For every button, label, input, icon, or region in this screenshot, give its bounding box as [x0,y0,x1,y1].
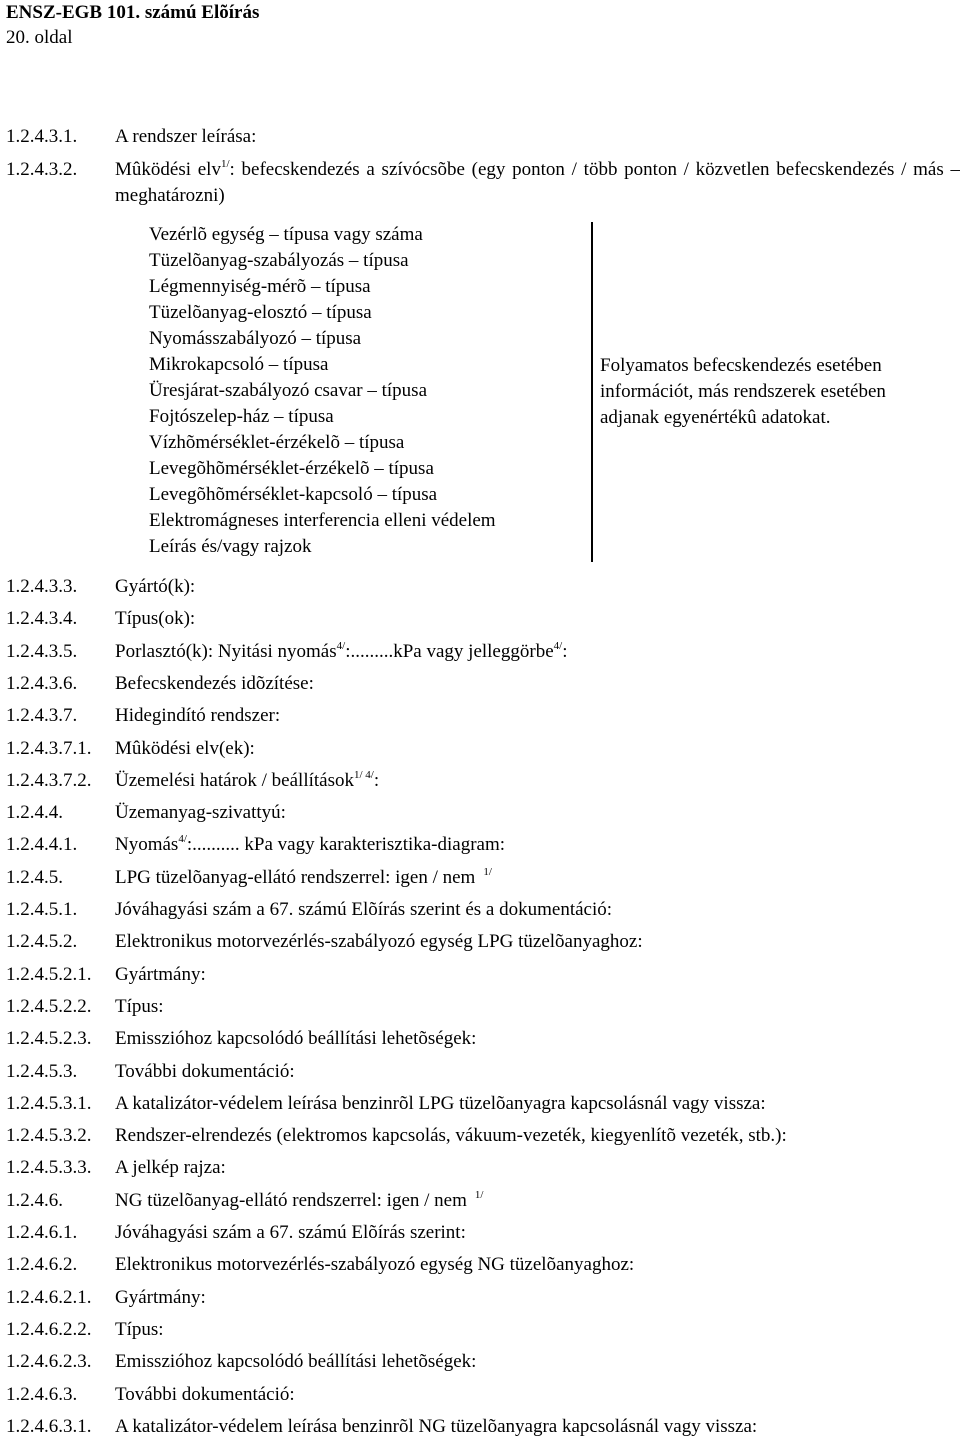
section-text-part: További dokumentáció: [115,1383,295,1405]
section-number: 1.2.4.6.2.3. [6,1351,92,1373]
section-text [115,899,612,921]
section-text-part: Nyomás [115,834,179,856]
section-number: 1.2.4.3.1. [6,126,78,147]
section-text [115,1157,226,1179]
principle-text-a: Mûködési elv [115,159,221,180]
section-text-part: Üzemanyag-szivattyú: [115,802,286,824]
section-text-part: Elektronikus motorvezérlés-szabályozó egység LPG tüzelõanyaghoz: [115,931,643,953]
document-title: ENSZ-EGB 101. számú Elõírás [6,2,260,23]
side-note-line: adjanak egyenértékû adatokat. [600,407,831,428]
section-number: 1.2.4.5.2. [6,931,78,953]
component-list-item: Vízhõmérséklet-érzékelõ – típusa [149,432,405,453]
footnote-ref: 4/ [553,639,563,652]
section-text [115,1416,757,1438]
section-number: 1.2.4.6.2.1. [6,1286,92,1308]
section-text-part: Jóváhagyási szám a 67. számú Elõírás szerint: [115,1222,466,1243]
section-text [115,1125,787,1147]
component-list-item: Levegõhõmérséklet-kapcsoló – típusa [149,484,438,505]
footnote-ref: 1/ [220,158,230,170]
section-text [115,673,314,695]
footnote-ref: 1/ [483,865,492,878]
section-text [115,1222,466,1244]
section-text-part: Emisszióhoz kapcsolódó beállítási lehetõségek: [115,1351,477,1373]
section-text-part: :.......... kPa vagy karakterisztika-diagram: [186,834,506,856]
section-text-part: További dokumentáció: [115,1060,295,1082]
footnote-ref: 4/ [336,639,346,652]
section-number: 1.2.4.5.3.3. [6,1157,92,1179]
section-text [115,1319,164,1341]
section-text [115,770,379,792]
section-number: 1.2.4.5.2.2. [6,995,92,1017]
footnote-ref: 1/ 4/ [354,768,374,781]
section-number: 1.2.4.5.3. [6,1060,78,1082]
section-number: 1.2.4.3.6. [6,672,78,694]
section-number: 1.2.4.4. [6,802,63,824]
section-text-part: NG tüzelõanyag-ellátó rendszerrel: igen / nem [115,1189,467,1211]
section-number: 1.2.4.5.2.1. [6,963,92,985]
section-number: 1.2.4.6. [6,1189,63,1211]
section-text-part: Üzemelési határok / beállítások [115,769,354,791]
side-note-line: Folyamatos befecskendezés esetében [600,355,882,376]
side-note-line: információt, más rendszerek esetében [600,381,886,402]
section-number: 1.2.4.3.7.2. [6,769,92,791]
component-list-item: Levegõhõmérséklet-érzékelõ – típusa [149,458,434,479]
component-list-item: Légmennyiség-mérõ – típusa [149,276,371,297]
section-text [115,1254,634,1276]
component-list-item: Üresjárat-szabályozó csavar – típusa [149,380,428,401]
section-text [115,576,195,598]
section-number: 1.2.4.3.7. [6,705,78,727]
footnote-ref: 4/ [178,833,187,846]
section-text [115,608,195,630]
page-number: 20. oldal [6,27,73,48]
section-text-part: Emisszióhoz kapcsolódó beállítási lehetõségek: [115,1028,477,1050]
section-number: 1.2.4.4.1. [6,834,78,856]
section-text [115,1287,206,1309]
section-number: 1.2.4.5.1. [6,899,78,920]
section-text [115,964,206,986]
section-text [115,996,164,1018]
section-text-part: :.........kPa vagy jelleggörbe [345,640,554,662]
section-text-part: LPG tüzelõanyag-ellátó rendszerrel: igen / nem [115,866,476,888]
section-text-part: Gyártó(k): [115,576,196,597]
section-text [115,1061,295,1083]
section-text-part: Hidegindító rendszer: [115,705,281,727]
section-text [115,705,280,727]
section-text-part: Mûködési elv(ek): [115,737,255,759]
section-text-part: : [373,769,380,791]
section-number: 1.2.4.6.1. [6,1222,78,1243]
side-note [600,353,886,431]
section-text-part: A jelkép rajza: [115,1157,226,1179]
component-list-item: Vezérlõ egység – típusa vagy száma [149,224,423,245]
section-number: 1.2.4.6.2.2. [6,1318,92,1340]
section-text-part: Gyártmány: [115,1286,206,1308]
section-text [115,1093,766,1115]
section-text [115,802,286,824]
section-number: 1.2.4.3.3. [6,576,78,597]
section-text [115,738,255,760]
component-list-item: Mikrokapcsoló – típusa [149,354,329,375]
section-text-part: Jóváhagyási szám a 67. számú Elõírás szerint és a dokumentáció: [115,899,613,920]
section-text-part: A katalizátor-védelem leírása benzinrõl NG tüzelõanyagra kapcsolásnál vagy vissza: [115,1415,758,1437]
section-number: 1.2.4.5.3.2. [6,1125,92,1147]
section-text [115,1028,476,1050]
section-text-part: Gyártmány: [115,963,206,985]
section-number: 1.2.4.6.3.1. [6,1415,92,1437]
principle-text-b: : befecskendezés a szívócsõbe (egy ponton / több ponton / közvetlen befecskendezés / más – meghatározni) [115,159,960,206]
component-list-item: Fojtószelep-ház – típusa [149,406,334,427]
section-number: 1.2.4.5. [6,866,63,888]
section-text [115,641,567,663]
section-text [115,1190,483,1212]
section-text [115,1384,295,1406]
component-list-item: Nyomásszabályozó – típusa [149,328,362,349]
section-text [115,931,643,953]
section-number: 1.2.4.5.3.1. [6,1092,92,1114]
section-number: 1.2.4.3.7.1. [6,737,92,759]
section-text-part: Porlasztó(k): Nyitási nyomás [115,640,337,662]
component-list-item: Elektromágneses interferencia elleni védelem [149,510,496,531]
section-number: 1.2.4.5.2.3. [6,1028,92,1050]
section-text-part: Típus: [115,1318,164,1340]
section-text-part: : [562,640,568,662]
component-list-item: Tüzelõanyag-szabályozás – típusa [149,250,409,271]
section-text-part: Rendszer-elrendezés (elektromos kapcsolás, vákuum-vezeték, kiegyenlítõ vezeték, stb.): [115,1125,787,1147]
section-number: 1.2.4.6.2. [6,1254,78,1276]
section-number: 1.2.4.6.3. [6,1383,78,1405]
section-text-part: Típus: [115,995,164,1017]
section-text: A rendszer leírása: [115,126,257,147]
section-text [115,1351,476,1373]
section-text [115,157,960,209]
section-text-part: Típus(ok): [115,608,196,630]
section-number: 1.2.4.3.2. [6,159,78,180]
section-text [115,834,505,856]
component-list-item: Tüzelõanyag-elosztó – típusa [149,302,372,323]
section-text-part: Befecskendezés idõzítése: [115,672,314,694]
section-text-part: Elektronikus motorvezérlés-szabályozó egység NG tüzelõanyaghoz: [115,1254,635,1276]
section-number: 1.2.4.3.4. [6,608,78,630]
section-row-principle [6,157,960,213]
component-list-item: Leírás és/vagy rajzok [149,536,312,557]
footnote-ref: 1/ [474,1188,484,1201]
section-text [115,867,492,889]
section-text-part: A katalizátor-védelem leírása benzinrõl LPG tüzelõanyagra kapcsolásnál vagy vissza: [115,1092,766,1114]
component-list [149,222,496,560]
bracket-divider [591,222,593,562]
section-number: 1.2.4.3.5. [6,640,78,662]
